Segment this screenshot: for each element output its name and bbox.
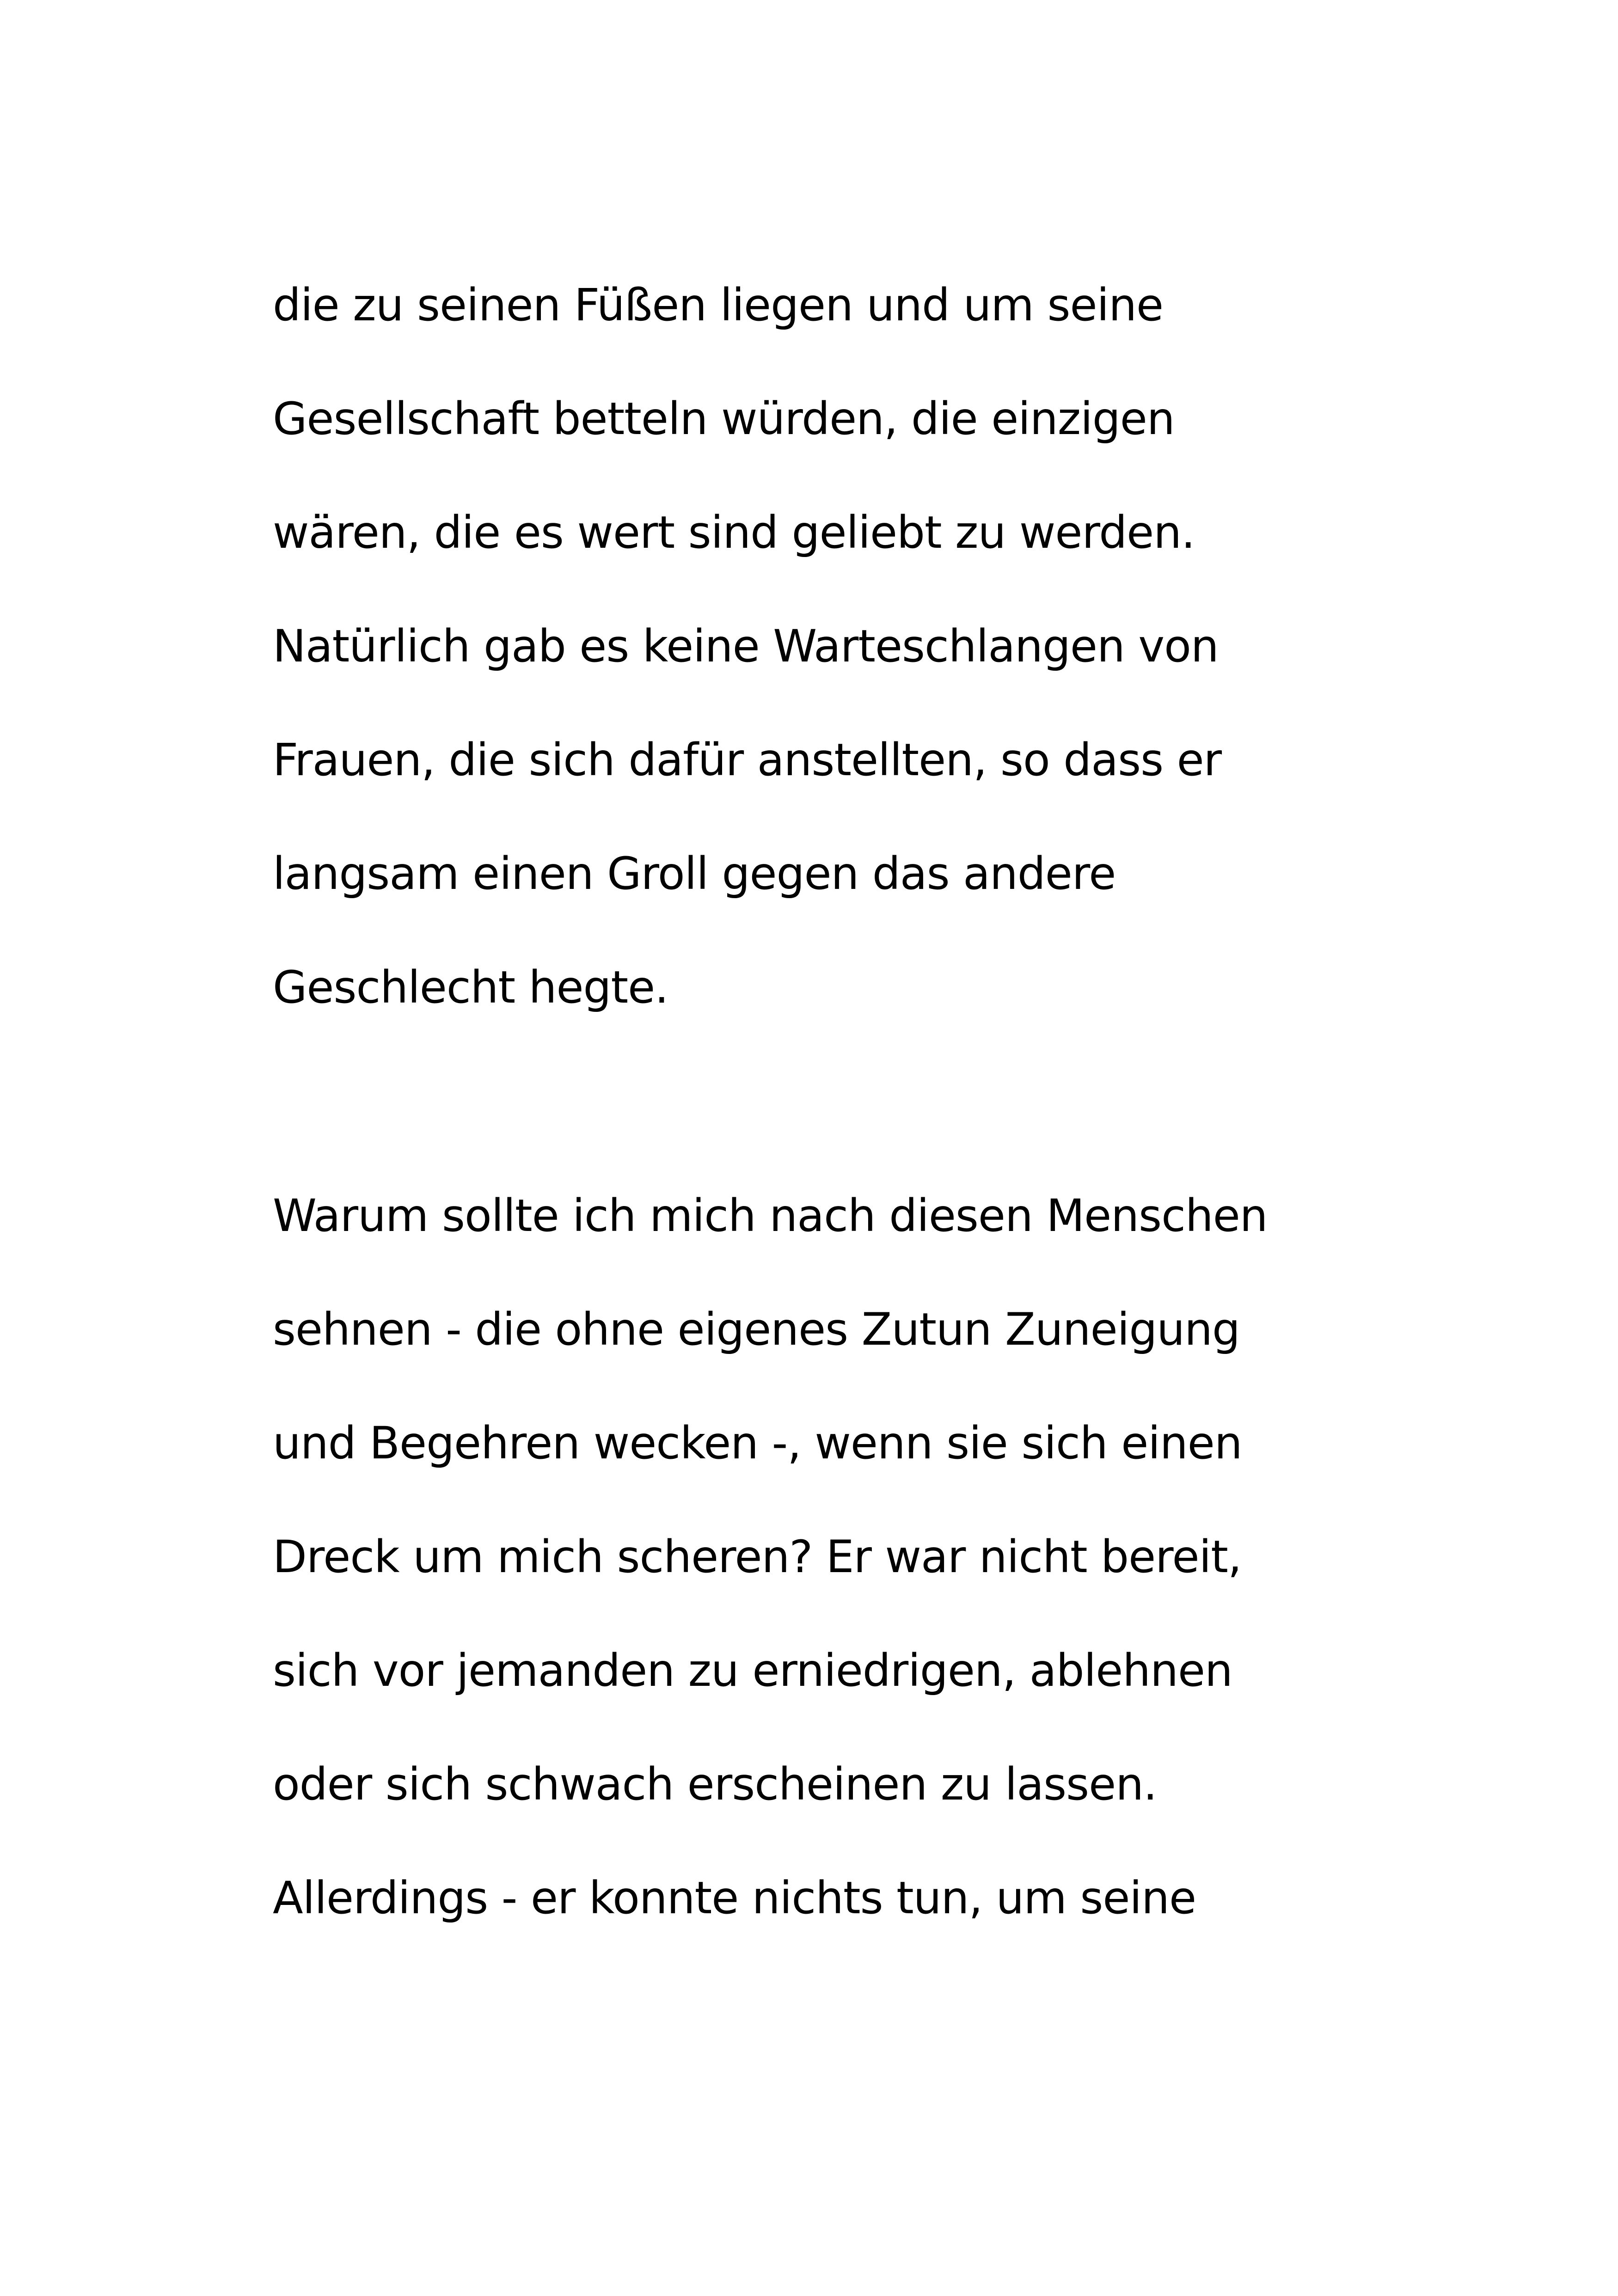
paragraph-line: Natürlich gab es keine Warteschlangen von — [273, 620, 1219, 672]
paragraph-line: Geschlecht hegte. — [273, 961, 668, 1013]
paragraph-line: Frauen, die sich dafür anstellten, so dass er — [273, 734, 1222, 786]
paragraph-line: oder sich schwach erscheinen zu lassen. — [273, 1758, 1157, 1810]
paragraph-line: Warum sollte ich mich nach diesen Menschen — [273, 1190, 1268, 1242]
paragraph-line: wären, die es wert sind geliebt zu werden. — [273, 507, 1195, 558]
paragraph-line: Dreck um mich scheren? Er war nicht bereit, — [273, 1531, 1242, 1583]
paragraph-line: und Begehren wecken -, wenn sie sich einen — [273, 1417, 1242, 1469]
paragraph-line: die zu seinen Füßen liegen und um seine — [273, 279, 1164, 331]
paragraph-line: langsam einen Groll gegen das andere — [273, 848, 1116, 900]
paragraph-line: Gesellschaft betteln würden, die einzigen — [273, 393, 1175, 445]
paragraph-line: Allerdings - er konnte nichts tun, um seine — [273, 1872, 1196, 1924]
paragraph-line: sehnen - die ohne eigenes Zutun Zuneigung — [273, 1304, 1240, 1355]
paragraph-line: sich vor jemanden zu erniedrigen, ablehnen — [273, 1645, 1232, 1696]
